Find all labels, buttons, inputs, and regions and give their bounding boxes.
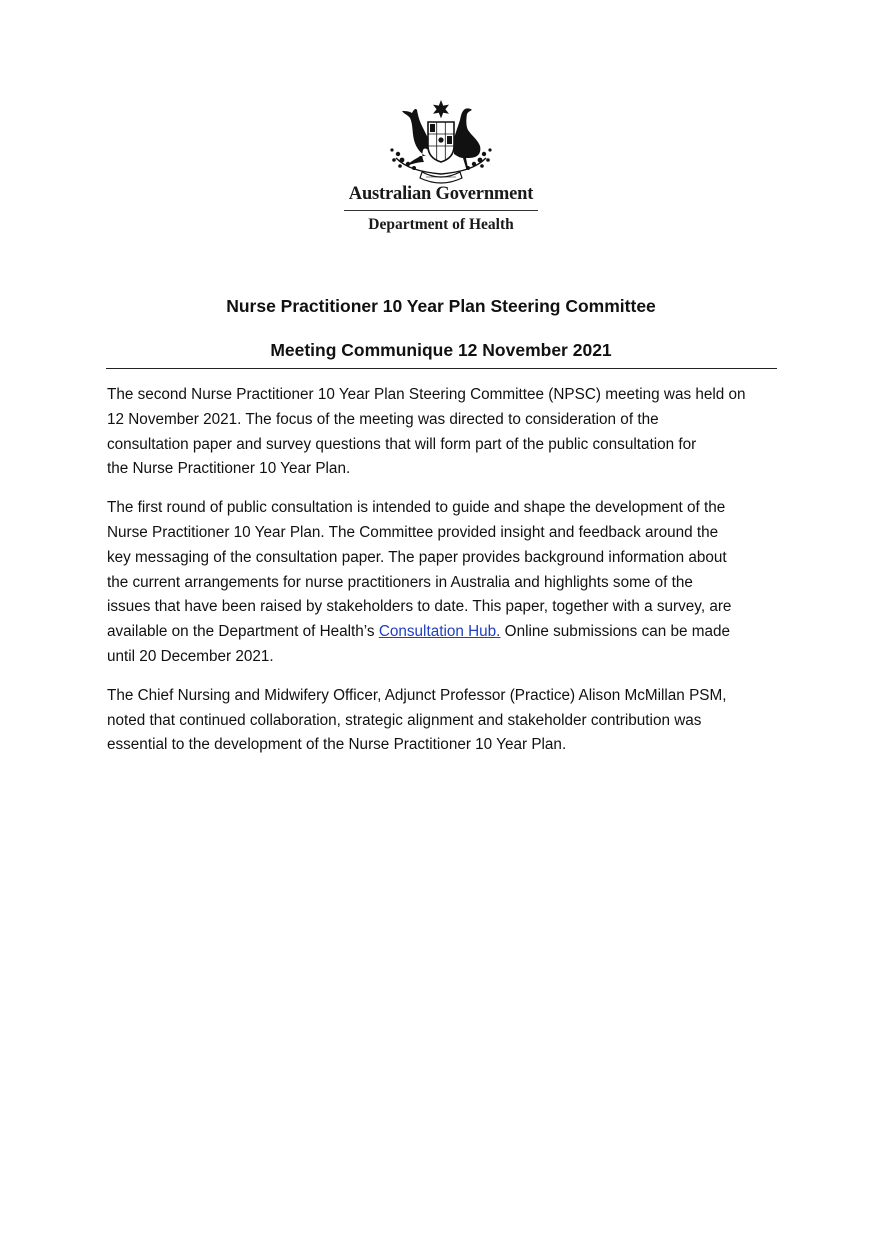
- paragraph-public-consultation: [107, 496, 779, 670]
- consultation-hub-link[interactable]: Consultation Hub.: [378, 623, 501, 641]
- document-title: Nurse Practitioner 10 Year Plan Steering Committee: [226, 296, 656, 316]
- text-line: The Chief Nursing and Midwifery Officer, Adjunct Professor (Practice) Alison McMillan PSM,: [107, 686, 727, 704]
- document-subtitle: Meeting Communique 12 November 2021: [270, 340, 612, 360]
- logo-divider: [344, 210, 538, 211]
- text-line: 12 November 2021. The focus of the meeting was directed to consideration of the: [107, 410, 659, 428]
- communique-body: [107, 383, 779, 772]
- text-line: the current arrangements for nurse practitioners in Australia and highlights some of the: [107, 573, 693, 591]
- australian-government-logo: [330, 98, 552, 240]
- text-line: The first round of public consultation is intended to guide and shape the development of the: [107, 499, 726, 517]
- text-line: Nurse Practitioner 10 Year Plan. The Committee provided insight and feedback around the: [107, 523, 719, 541]
- heading-divider: [106, 368, 777, 369]
- text-line: key messaging of the consultation paper. The paper provides background information about: [107, 548, 727, 566]
- paragraph-chief-nursing-officer: [107, 684, 779, 758]
- organisation-name: Australian Government: [348, 184, 534, 204]
- text-line: until 20 December 2021.: [107, 647, 274, 665]
- department-name: Department of Health: [368, 216, 514, 233]
- text-line: the Nurse Practitioner 10 Year Plan.: [107, 460, 351, 478]
- text-fragment: available on the Department of Health’s: [107, 623, 379, 641]
- text-line: noted that continued collaboration, strategic alignment and stakeholder contribution was: [107, 711, 702, 729]
- coat-of-arms-icon: [388, 98, 494, 184]
- text-line: essential to the development of the Nurse Practitioner 10 Year Plan.: [107, 736, 567, 754]
- text-line: issues that have been raised by stakeholders to date. This paper, together with a survey, are: [107, 598, 732, 616]
- paragraph-meeting-summary: [107, 383, 779, 482]
- text-line: consultation paper and survey questions that will form part of the public consultation for: [107, 435, 697, 453]
- text-line-with-link: [107, 620, 779, 645]
- text-line: The second Nurse Practitioner 10 Year Plan Steering Committee (NPSC) meeting was held on: [107, 386, 746, 403]
- text-fragment: Online submissions can be made: [500, 623, 731, 641]
